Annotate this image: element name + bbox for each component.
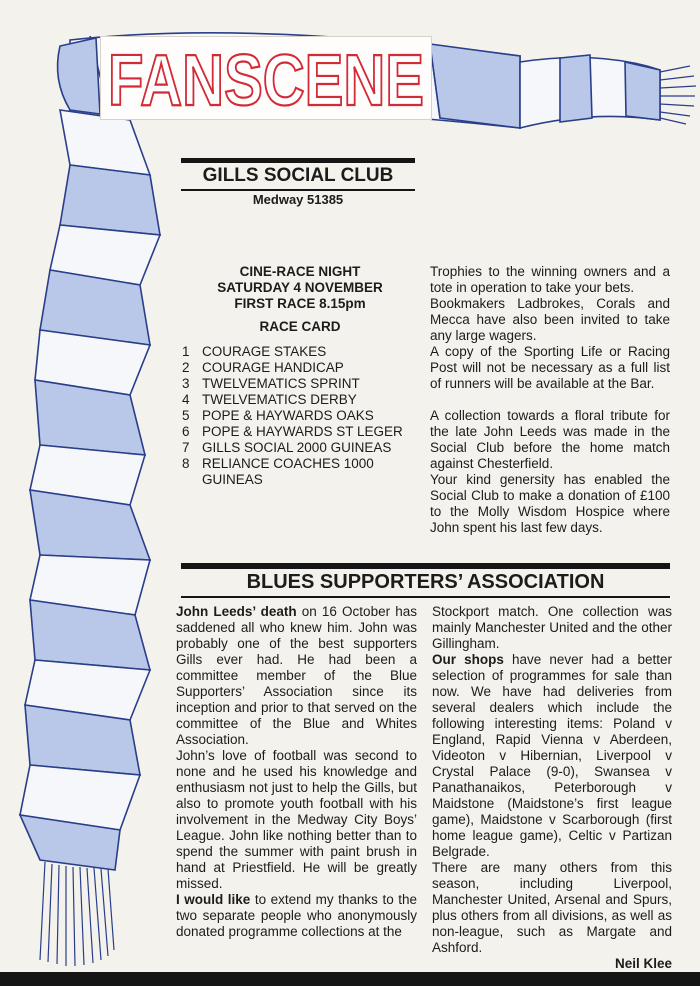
race-night-column	[182, 264, 418, 488]
race-card-list	[182, 344, 418, 488]
sporting-life-paragraph: A copy of the Sporting Life or Racing Post will not be necessary as a full list of runners will be available at the Bar.	[430, 344, 670, 391]
race-card-item	[182, 344, 418, 360]
john-love-paragraph: John’s love of football was second to none and he used his knowledge and enthusiasm not just to help the Gills, but also to promote youth football with his involvement in the Medway City Boys’ League. John like nothing better than to spend the summer with paint brush in hand at Priestfield. He will be greatly missed.	[176, 748, 417, 891]
social-club-heading-underline	[181, 189, 415, 191]
race-name: TWELVEMATICS DERBY	[202, 392, 357, 407]
supporters-left-column	[176, 604, 417, 940]
john-leeds-lead: John Leeds’ death	[176, 604, 297, 619]
race-card-item	[182, 456, 392, 488]
race-name: POPE & HAYWARDS OAKS	[202, 408, 374, 423]
shops-text: have never had a better selection of programmes for sale than now. We have had deliveries from several dealers which include the following interesting items: Poland v England, Rapid Vienna v Aberdeen, Videoton v Hibernian, Liverpool v Crystal Palace (9-0), Swansea v Panathanaikos, Peterborough v Maidstone (Maidstone’s first league game), Maidstone v Scarborough (first home league game), Celtic v Partizan Belgrade.	[432, 652, 672, 859]
race-night-date: SATURDAY 4 NOVEMBER	[217, 280, 383, 295]
race-number: 5	[182, 408, 190, 423]
race-card-item	[182, 376, 418, 392]
race-number: 8	[182, 456, 190, 471]
john-leeds-paragraph	[176, 604, 417, 748]
supporters-right-column	[432, 604, 672, 972]
masthead-title-graphic	[101, 37, 431, 119]
race-card-title: RACE CARD	[259, 319, 341, 334]
race-name: TWELVEMATICS SPRINT	[202, 376, 360, 391]
race-name: COURAGE STAKES	[202, 344, 327, 359]
race-name: RELIANCE COACHES 1000 GUINEAS	[202, 456, 374, 487]
collection-paragraph: A collection towards a floral tribute for the late John Leeds was made in the Social Club before the home match against Chesterfield.	[430, 408, 670, 471]
race-number: 7	[182, 440, 190, 455]
race-number: 6	[182, 424, 190, 439]
thanks-text: to extend my thanks to the two separate people who anonymously donated programme collections at the	[176, 892, 417, 939]
race-card-item	[182, 408, 418, 424]
stockport-paragraph: Stockport match. One collection was mainly Manchester United and the other Gillingham.	[432, 604, 672, 651]
race-number: 1	[182, 344, 190, 359]
supporters-heading-underline	[181, 596, 670, 598]
race-name: COURAGE HANDICAP	[202, 360, 344, 375]
race-night-title: CINE-RACE NIGHT	[239, 264, 361, 279]
race-card-item	[182, 424, 418, 440]
shops-paragraph	[432, 652, 672, 860]
race-night-first-race: FIRST RACE 8.15pm	[234, 296, 366, 311]
thanks-paragraph	[176, 892, 417, 940]
race-number: 3	[182, 376, 190, 391]
race-name: POPE & HAYWARDS ST LEGER	[202, 424, 403, 439]
supporters-top-rule	[181, 563, 670, 569]
race-card-item	[182, 440, 418, 456]
thanks-lead: I would like	[176, 892, 251, 907]
race-name: GILLS SOCIAL 2000 GUINEAS	[202, 440, 392, 455]
social-club-phone: Medway 51385	[252, 192, 344, 207]
social-club-heading: GILLS SOCIAL CLUB	[202, 165, 394, 186]
race-number: 2	[182, 360, 190, 375]
bookmakers-paragraph: Bookmakers Ladbrokes, Corals and Mecca have also been invited to take any large wagers.	[430, 296, 670, 343]
race-card-item	[182, 360, 418, 376]
masthead-title: FANSCENE	[108, 41, 424, 121]
race-number: 4	[182, 392, 190, 407]
john-leeds-text: on 16 October has saddened all who knew him. John was probably one of the best supporters Gills ever had. He had been a committee member of the Blue Supporters’ Association since its inception and prior to that served on the committee of the Blue and Whites Association.	[176, 604, 417, 747]
race-card-item	[182, 392, 418, 408]
donation-paragraph: Your kind genersity has enabled the Social Club to make a donation of £100 to the Molly Wisdom Hospice where John spent his last few days.	[430, 472, 670, 535]
page-bottom-edge	[0, 972, 700, 986]
shops-lead: Our shops	[432, 652, 504, 667]
social-club-top-rule	[181, 158, 415, 163]
others-paragraph: There are many others from this season, including Liverpool, Manchester United, Arsenal and Spurs, plus others from all divisions, as well as non-league, such as Margate and Ashford.	[432, 860, 672, 955]
supporters-heading: BLUES SUPPORTERS’ ASSOCIATION	[246, 571, 605, 593]
author-signature: Neil Klee	[614, 956, 672, 971]
masthead	[100, 36, 432, 120]
social-club-notes-column	[430, 264, 670, 536]
trophies-paragraph: Trophies to the winning owners and a tote in operation to take your bets.	[430, 264, 670, 295]
